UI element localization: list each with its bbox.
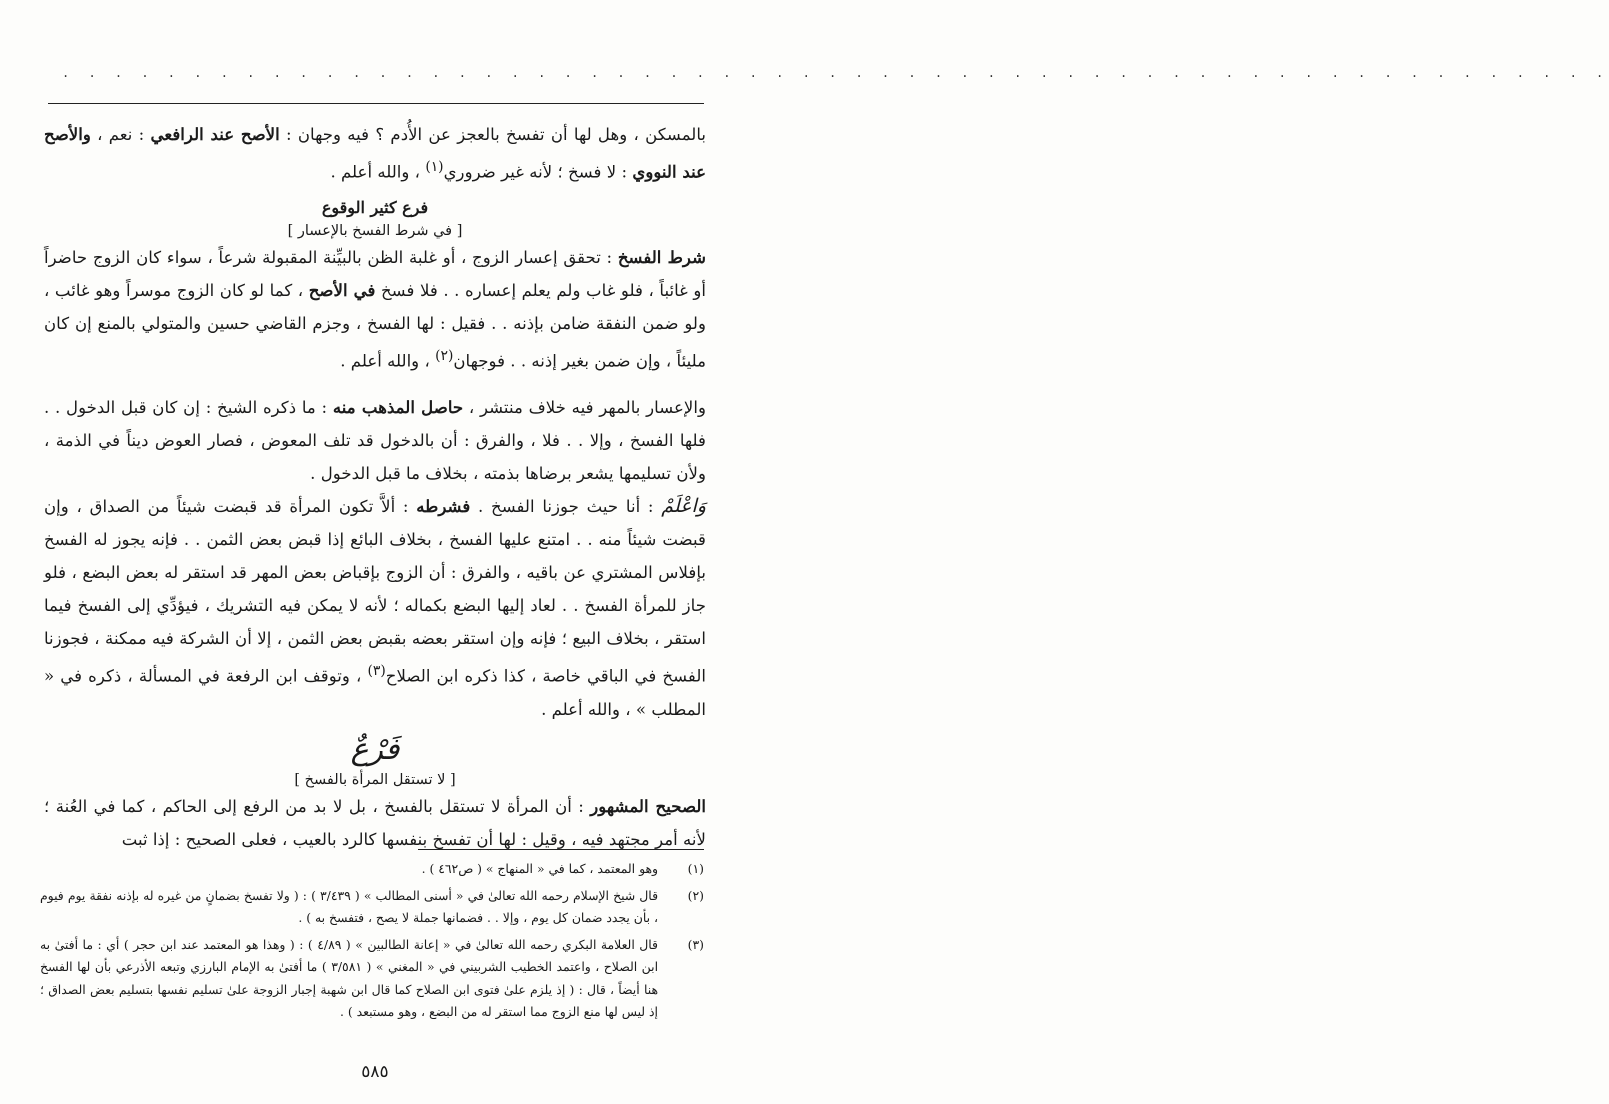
footnotes	[40, 858, 704, 1028]
section-subheading: [ لا تستقل المرأة بالفسخ ]	[294, 771, 456, 788]
paragraph-5: الصحيح المشهور : أن المرأة لا تستقل بالفسخ ، بل لا بد من الرفع إلى الحاكم ، كما في العُنة ؛ لأنه أمر مجتهد فيه ، وقيل : لها أن تفسخ بنفسها كالرد بالعيب ، فعلى الصحيح : إذا ثبت	[44, 795, 706, 849]
footnote-ref-3[interactable]: (٣)	[367, 663, 386, 680]
page-number: ٥٨٥	[361, 1062, 389, 1082]
footnote-ref-2[interactable]: (٢)	[435, 347, 454, 364]
footnote	[40, 885, 704, 930]
footnote-number: (١)	[687, 861, 704, 876]
bold-term: الأصح عند الرافعي	[150, 124, 280, 144]
paragraph-4: وَاعْلَمْ : أنا حيث جوزنا الفسخ . فشرطه : ألاَّ تكون المرأة قد قبضت شيئاً من الصداق ، وإن قبضت شيئاً منه . . امتنع عليها الفسخ ، بخلاف البائع إذا قبض بعض الثمن . . فإنه يجوز له الفسخ بإفلاس المشتري عن باقيه ، والفرق : أن الزوج بإقباض بعض المهر قد استقر له بعض البضع ، فلو جاز للمرأة الفسخ . . لعاد إليها البضع بكماله ؛ لأنه لا يمكن فيه التشريك ، فيؤدِّي إلى الفسخ فيما استقر ، بخلاف البيع ؛ فإنه وإن استقر بعضه بقبض بعض الثمن ، إلا أن الشركة فيه ممكنة ، فجوزنا الفسخ في الباقي خاصة ، كذا ذكره ابن الصلاح$^{(٣)}$ ، وتوقف ابن الرفعة في المسألة ، ذكره في « المطلب » ، والله أعلم .	[44, 495, 706, 719]
bold-term: حاصل المذهب منه	[332, 397, 464, 418]
bold-term: الصحيح المشهور	[590, 795, 706, 816]
paragraph-1: بالمسكن ، وهل لها أن تفسخ بالعجز عن الأُدم ؟ فيه وجهان : الأصح عند الرافعي : نعم ، والأصح عند النووي : لا فسخ ؛ لأنه غير ضروري$^{(١)}$ ، والله أعلم .	[44, 124, 707, 182]
main-text	[44, 118, 706, 856]
section-subheading: [ في شرط الفسخ بالإعسار ]	[287, 222, 463, 239]
bold-term: والأصح عند النووي	[44, 124, 706, 182]
bold-term: شرط الفسخ	[617, 246, 706, 267]
ornament-word: وَاعْلَمْ	[661, 495, 706, 518]
paragraph-2: شرط الفسخ : تحقق إعسار الزوج ، أو غلبة الظن بالبيِّنة المقبولة شرعاً ، سواء كان الزوج حاضراً أو غائباً ، فلو غاب ولم يعلم إعساره . . فلا فسخ في الأصح ، كما لو كان الزوج موسراً وهو غائب ، ولو ضمن النفقة ضامن بإذنه . . فقيل : لها الفسخ ، وجزم القاضي حسين والمتولي بالمنع إن كان مليئاً ، وإن ضمن بغير إذنه . . فوجهان$^{(٢)}$ ، والله أعلم .	[44, 246, 706, 371]
footnote-rule	[418, 849, 704, 850]
footnote-number: (٣)	[687, 936, 704, 952]
header-rule	[48, 103, 704, 104]
bold-term: في الأصح	[308, 279, 376, 300]
section-heading: فرع كثير الوقوع	[321, 197, 429, 217]
bold-term: فشرطه	[416, 496, 471, 517]
footnote	[40, 858, 704, 881]
footnote-text: قال العلامة البكري رحمه الله تعالىٰ في « إعانة الطالبين » ( ٤/٨٩ ) : ( وهذا هو المعتمد عند ابن حجر ) أي : ما أفتىٰ به ابن الصلاح ، واعتمد الخطيب الشربيني في « المغني » ( ٣/٥٨١ ) ما أفتىٰ به الإمام البارزي وتبعه الأذرعي بأن لها الفسخ هنا أيضاً ، قال : ( إذ يلزم علىٰ فتوى ابن الصلاح كما قال ابن شهبة إجبار الزوجة علىٰ تسليم نفسها بتسليم بعض الصداق ؛ إذ ليس لها منع الزوج مما استقر له من البضع ، وهو مستبعد ) .	[40, 936, 659, 1019]
footnote-text: قال شيخ الإسلام رحمه الله تعالىٰ في « أسنى المطالب » ( ٣/٤٣٩ ) : ( ولا تفسخ بضمانٍ من غيره له بإذنه نفقة يوم فيوم ، بأن يجدد ضمان كل يوم ، وإلا . . فضمانها جملة لا يصح ، فتفسخ به ) .	[40, 887, 658, 925]
footnote-number: (٢)	[687, 887, 704, 903]
paragraph-3: والإعسار بالمهر فيه خلاف منتشر ، حاصل المذهب منه : ما ذكره الشيخ : إن كان قبل الدخول . . فلها الفسخ ، وإلا . . فلا ، والفرق : أن بالدخول قد تلف المعوض ، فصار العوض ديناً في الذمة ، ولأن تسليمها يشعر برضاها بذمته ، بخلاف ما قبل الدخول .	[44, 397, 706, 484]
footnote	[40, 934, 704, 1024]
section-ornament-heading: فَرْعٌ	[350, 731, 400, 767]
header-dotted-line: . . . . . . . . . . . . . . . . . . . . . . . . . . . . . . . . . . . . . . . . . . . . . . . . . . . . . . . . . . .	[62, 66, 1609, 80]
footnote-ref-1[interactable]: (١)	[425, 159, 444, 175]
footnote-text: وهو المعتمد ، كما في « المنهاج » ( ص٤٦٢ ) .	[421, 861, 658, 876]
